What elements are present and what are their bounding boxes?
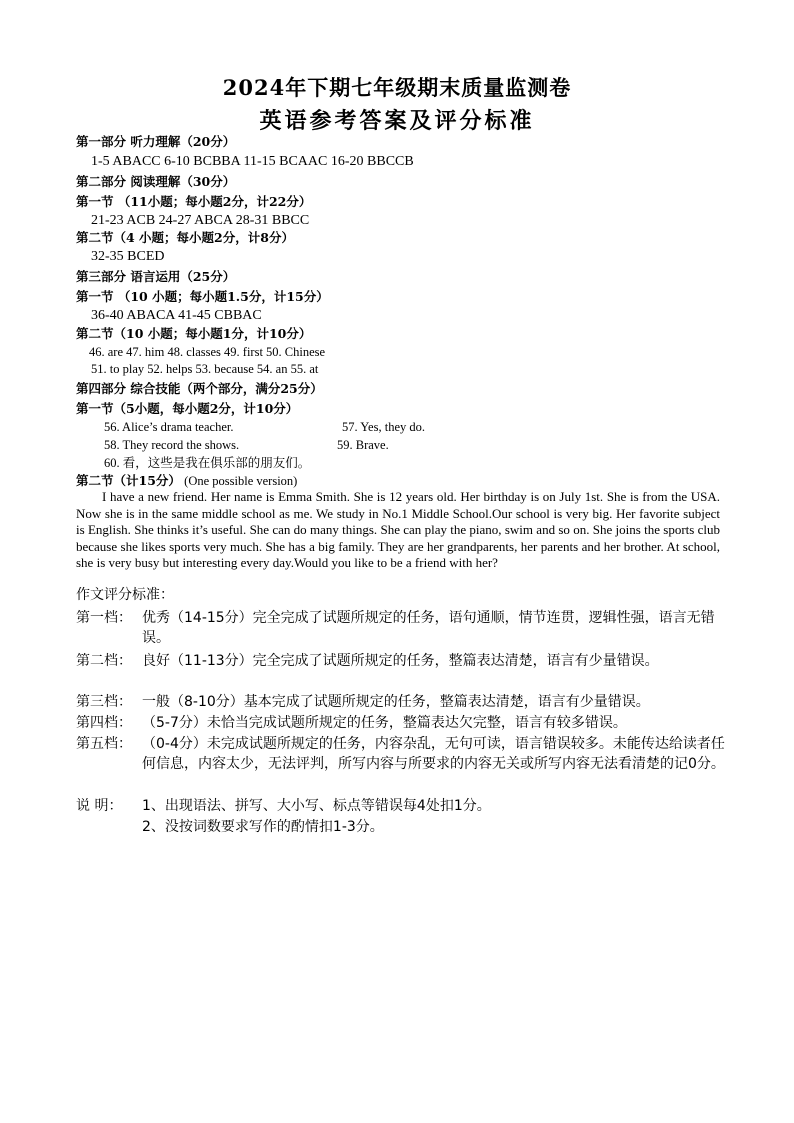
criteria-level-text: 良好（11-13分）完全完成了试题所规定的任务，整篇表达清楚，语言有少量错误。 xyxy=(142,653,659,669)
criteria-level-text: （0-4分）未完成试题所规定的任务，内容杂乱，无句可读，语言错误较多。未能传达给读者任何信息，内容太少，无法评判，所写内容与所要求的内容无关或所写内容无法看清楚的记0分。 xyxy=(142,736,725,772)
answer-58: 58. They record the shows. xyxy=(104,438,240,452)
criteria-level-2 xyxy=(76,651,736,691)
criteria-level-text: 一般（8-10分）基本完成了试题所规定的任务，整篇表达清楚，语言有少量错误。 xyxy=(142,694,650,710)
part2-section2-answers: 32-35 BCED xyxy=(91,249,165,264)
part3-section1-heading: 第一节 （10 小题；每小题1.5分，计15分） xyxy=(76,289,329,304)
criteria-level-3 xyxy=(76,692,736,712)
notes-label: 说 明： xyxy=(76,798,123,814)
page-subtitle: 英语参考答案及评分标准 xyxy=(259,108,535,134)
part1-heading: 第一部分 听力理解（20分） xyxy=(76,134,236,149)
answer-56: 56. Alice’s drama teacher. xyxy=(104,420,234,434)
sample-essay: I have a new friend. Her name is Emma Smith. She is 12 years old. Her birthday is on July 1st. She is from the USA. Now she is in the same middle school as me. We study in No.1 Middle School.Our school is very big. Her favorite subject is English. She thinks it’s useful. She can do many things. She can play the piano, swim and so on. She joins the sports club because she likes sports very much. She has a big family. They are her grandparents, her parents and her brother. At school, she is very busy but interesting every day.Would you like to be a friend with her? xyxy=(76,489,720,570)
note-1: 1、出现语法、拼写、大小写、标点等错误每4处扣1分。 xyxy=(142,798,491,814)
page-title: 2024年下期七年级期末质量监测卷 xyxy=(222,75,572,100)
part2-section2-heading: 第二节（4 小题；每小题2分，计8分） xyxy=(76,230,294,245)
part4-section2-header xyxy=(76,472,297,490)
part1-answers: 1-5 ABACC 6-10 BCBBA 11-15 BCAAC 16-20 BBCCB xyxy=(91,154,414,169)
answer-60: 60. 看，这些是我在俱乐部的朋友们。 xyxy=(104,456,311,470)
part2-section1-heading: 第一节 （11小题；每小题2分，计22分） xyxy=(76,194,312,209)
part4-section1-heading: 第一节（5小题，每小题2分，计10分） xyxy=(76,401,299,416)
criteria-level-label: 第二档： xyxy=(76,653,132,669)
part4-section2-note: (One possible version) xyxy=(184,474,298,488)
criteria-level-text: 优秀（14-15分）完全完成了试题所规定的任务，语句通顺，情节连贯，逻辑性强，语言无错误。 xyxy=(142,610,715,646)
answer-59: 59. Brave. xyxy=(337,438,389,452)
part2-section1-answers: 21-23 ACB 24-27 ABCA 28-31 BBCC xyxy=(91,213,310,228)
criteria-heading: 作文评分标准： xyxy=(76,587,174,603)
part3-section2-row2: 51. to play 52. helps 53. because 54. an 55. at xyxy=(91,362,319,376)
criteria-level-4 xyxy=(76,713,736,733)
criteria-level-5 xyxy=(76,734,736,794)
criteria-level-1 xyxy=(76,608,736,648)
answer-57: 57. Yes, they do. xyxy=(342,420,425,434)
part3-section2-row1: 46. are 47. him 48. classes 49. first 50. Chinese xyxy=(89,345,326,359)
criteria-level-label: 第三档： xyxy=(76,694,132,710)
part4-section2-heading: 第二节（计15分） xyxy=(76,473,181,488)
part2-heading: 第二部分 阅读理解（30分） xyxy=(76,174,236,189)
note-2: 2、没按词数要求写作的酌情扣1-3分。 xyxy=(142,819,384,835)
criteria-level-text: （5-7分）未恰当完成试题所规定的任务，整篇表达欠完整，语言有较多错误。 xyxy=(142,715,627,731)
part3-section2-heading: 第二节（10 小题；每小题1分，计10分） xyxy=(76,326,312,341)
part3-section1-answers: 36-40 ABACA 41-45 CBBAC xyxy=(91,308,262,323)
criteria-notes xyxy=(76,796,736,836)
part3-heading: 第三部分 语言运用（25分） xyxy=(76,269,236,284)
criteria-level-label: 第一档： xyxy=(76,610,132,626)
criteria-level-label: 第五档： xyxy=(76,736,132,752)
criteria-level-label: 第四档： xyxy=(76,715,132,731)
part4-heading: 第四部分 综合技能（两个部分，满分25分） xyxy=(76,381,323,396)
